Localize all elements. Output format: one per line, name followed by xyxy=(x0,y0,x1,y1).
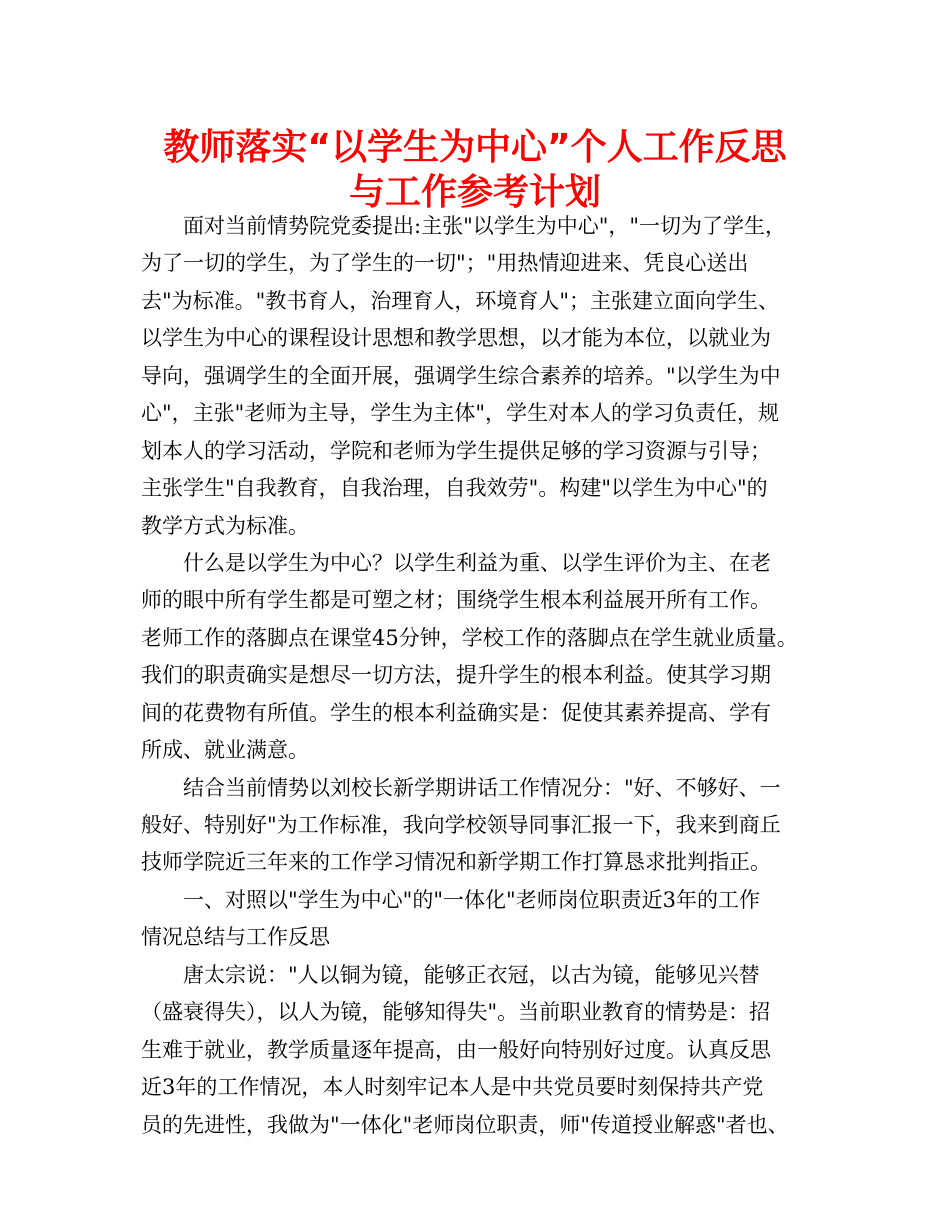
body-line: 教学方式为标准。 xyxy=(141,513,309,538)
body-line: 为了一切的学生，为了学生的一切"；"用热情迎进来、凭良心送出 xyxy=(141,251,749,276)
body-line: 生难于就业，教学质量逐年提高，由一般好向特别好过度。认真反思 xyxy=(141,1037,771,1062)
document-title-line-2: 与工作参考计划 xyxy=(348,172,601,213)
body-line: 唐太宗说："人以铜为镜，能够正衣冠，以古为镜，能够见兴替 xyxy=(183,962,760,987)
body-line: 心"，主张"老师为主导，学生为主体"，学生对本人的学习负责任，规 xyxy=(141,401,779,426)
body-line: 主张学生"自我教育，自我治理，自我效劳"。构建"以学生为中心"的 xyxy=(141,476,768,501)
body-line: 员的先进性，我做为"一体化"老师岗位职责，师"传道授业解惑"者也、 xyxy=(141,1112,789,1137)
body-line: 面对当前情势院党委提出:主张"以学生为中心"，"一切为了学生， xyxy=(183,214,787,238)
body-line: 近3年的工作情况，本人时刻牢记本人是中共党员要时刻保持共产党 xyxy=(141,1075,764,1100)
body-line: 所成、就业满意。 xyxy=(141,738,309,763)
body-line: 般好、特别好"为工作标准，我向学校领导同事汇报一下，我来到商丘 xyxy=(141,813,781,837)
body-line: 我们的职责确实是想尽一切方法，提升学生的根本利益。使其学习期 xyxy=(141,663,771,688)
body-line: 以学生为中心的课程设计思想和教学思想，以才能为本位，以就业为 xyxy=(141,326,771,351)
body-line: （盛衰得失），以人为镜，能够知得失"。当前职业教育的情势是：招 xyxy=(141,1000,771,1025)
document-body xyxy=(141,208,821,1144)
body-line: 师的眼中所有学生都是可塑之材；围绕学生根本利益展开所有工作。 xyxy=(141,588,771,613)
body-line: 情况总结与工作反思 xyxy=(141,925,330,950)
body-line: 老师工作的落脚点在课堂45分钟，学校工作的落脚点在学生就业质量。 xyxy=(141,625,798,650)
body-line: 划本人的学习活动，学院和老师为学生提供足够的学习资源与引导； xyxy=(141,438,771,463)
body-line: 导向，强调学生的全面开展，强调学生综合素养的培养。"以学生为中 xyxy=(141,363,781,388)
body-line: 什么是以学生为中心？以学生利益为重、以学生评价为主、在老 xyxy=(183,550,771,575)
body-line: 去"为标准。"教书育人，治理育人，环境育人"；主张建立面向学生、 xyxy=(141,288,779,313)
body-line: 技师学院近三年来的工作学习情况和新学期工作打算恳求批判指正。 xyxy=(141,850,771,875)
document-title-line-1: 教师落实“以学生为中心”个人工作反思 xyxy=(163,127,787,168)
body-line: 结合当前情势以刘校长新学期讲话工作情况分："好、不够好、一 xyxy=(183,775,781,800)
body-line: 间的花费物有所值。学生的根本利益确实是：促使其素养提高、学有 xyxy=(141,700,771,725)
body-line: 一、对照以"学生为中心"的"一体化"老师岗位职责近3年的工作 xyxy=(183,887,760,912)
